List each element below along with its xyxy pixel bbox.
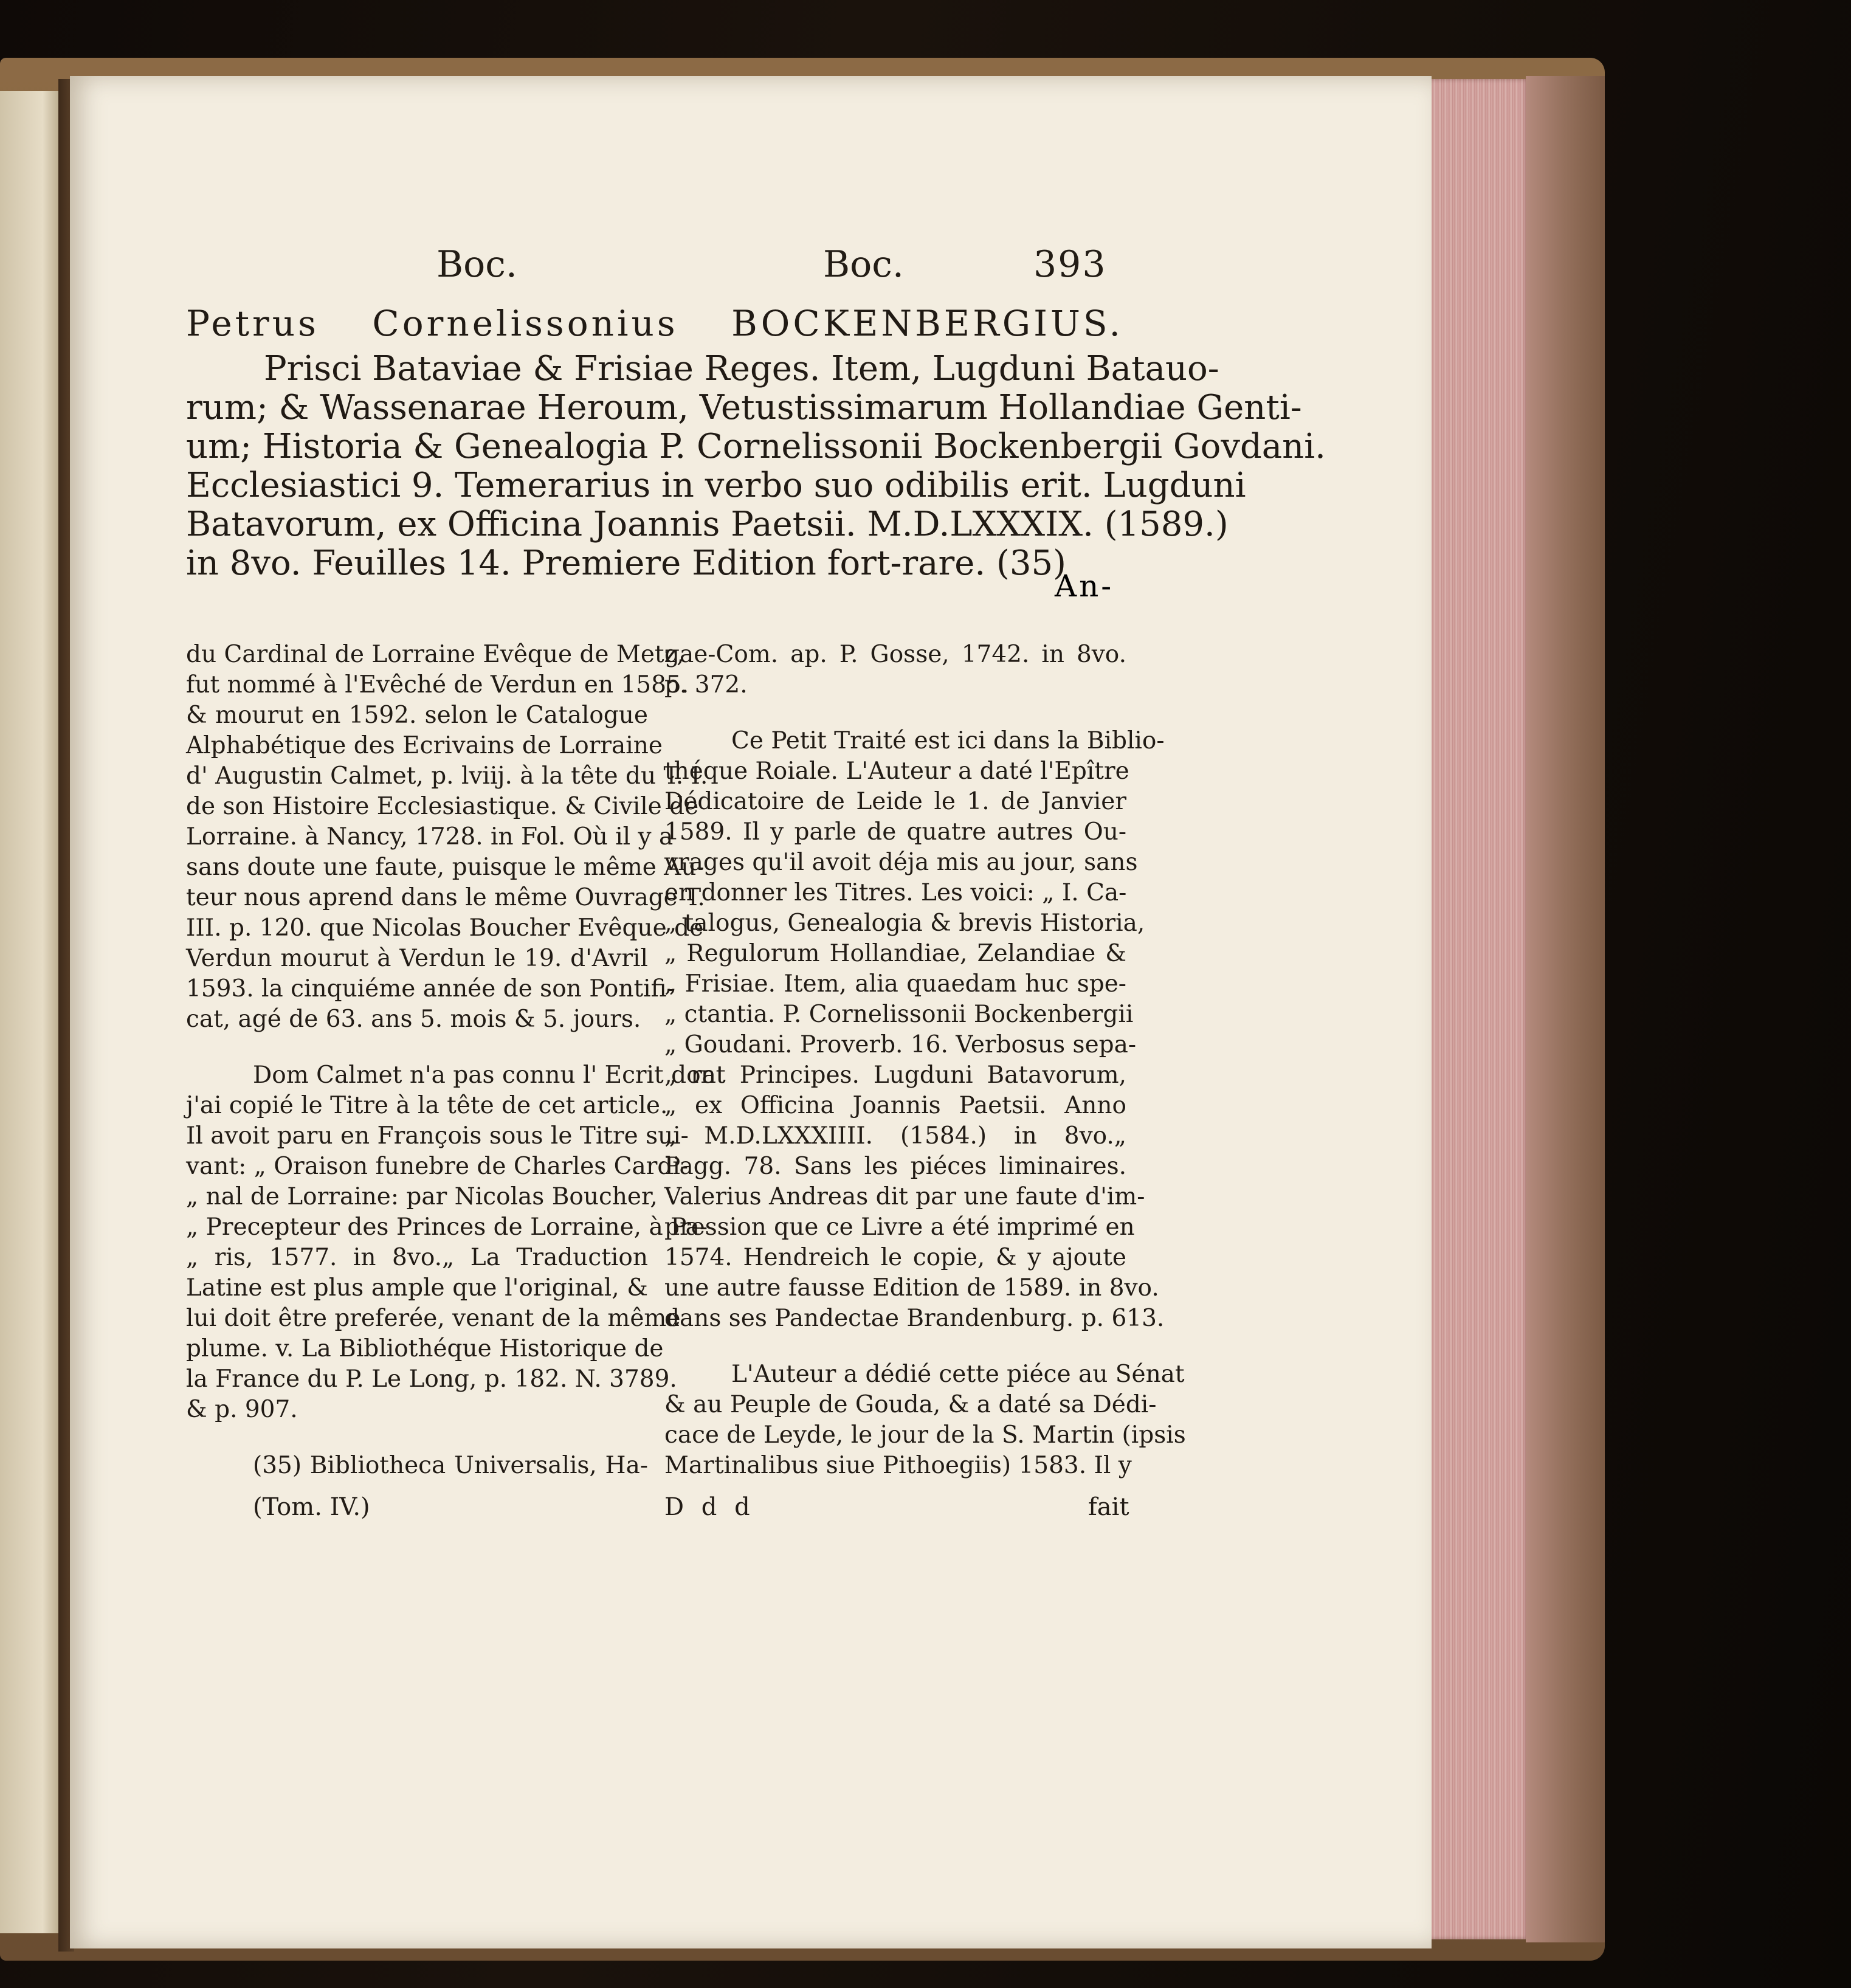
- page-fore-edge: [1425, 79, 1529, 1939]
- text-line: Dom Calmet n'a pas connu l' Ecrit dont: [253, 1061, 726, 1089]
- author-surname: BOCKENBERGIUS.: [731, 303, 1123, 344]
- text-line: Valerius Andreas dit par une faute d'im-: [664, 1183, 1145, 1210]
- signature-mark: D d d: [664, 1493, 755, 1521]
- text-line: & mourut en 1592. selon le Catalogue: [186, 702, 648, 729]
- text-line: Alphabétique des Ecrivains de Lorraine: [186, 732, 663, 759]
- title-line: Batavorum, ex Officina Joannis Paetsii. M.D.LXXXIX. (1589.): [186, 505, 1229, 544]
- text-line: „ Precepteur des Princes de Lorraine, à Pa-: [186, 1213, 708, 1241]
- text-line: lui doit être preferée, venant de la même: [186, 1305, 681, 1332]
- text-line: „ ris, 1577. in 8vo.„ La Traduction: [186, 1244, 648, 1271]
- text-line: „ ctantia. P. Cornelissonii Bockenbergii: [664, 1001, 1134, 1028]
- text-line: cat, agé de 63. ans 5. mois & 5. jours.: [186, 1006, 641, 1033]
- text-line: cace de Leyde, le jour de la S. Martin (ipsis: [664, 1421, 1186, 1449]
- text-line: p. 372.: [664, 671, 748, 699]
- text-line: Martinalibus siue Pithoegiis) 1583. Il y: [664, 1452, 1132, 1479]
- text-line: vant: „ Oraison funebre de Charles Cardi-: [186, 1153, 689, 1180]
- text-line: „ Regulorum Hollandiae, Zelandiae &: [664, 940, 1126, 967]
- text-line: 1593. la cinquiéme année de son Pontifi-: [186, 975, 675, 1003]
- author-patronymic: Cornelissonius: [372, 303, 678, 344]
- cover-edge: [1526, 76, 1605, 1942]
- text-line: Dédicatoire de Leide le 1. de Janvier: [664, 788, 1126, 815]
- text-line: teur nous aprend dans le même Ouvrage T.: [186, 884, 705, 911]
- text-line: „ Frisiae. Item, alia quaedam huc spe-: [664, 970, 1126, 998]
- text-line: Lorraine. à Nancy, 1728. in Fol. Où il y a: [186, 823, 674, 851]
- book-title-block: [186, 349, 1326, 583]
- text-line: „ ex Officina Joannis Paetsii. Anno: [664, 1092, 1126, 1119]
- page-number: 393: [1033, 243, 1107, 286]
- facing-page-edge: [0, 91, 61, 1933]
- text-line: en donner les Titres. Les voici: „ I. Ca-: [664, 879, 1127, 906]
- text-line: Il avoit paru en François sous le Titre sui-: [186, 1122, 689, 1150]
- text-line: pression que ce Livre a été imprimé en: [664, 1213, 1135, 1241]
- text-line: fut nommé à l'Evêché de Verdun en 1585.: [186, 671, 689, 699]
- text-line: 1589. Il y parle de quatre autres Ou-: [664, 818, 1126, 846]
- text-line: „ Goudani. Proverb. 16. Verbosus sepa-: [664, 1031, 1137, 1058]
- text-line: gae-Com. ap. P. Gosse, 1742. in 8vo.: [664, 641, 1126, 668]
- running-head-left: Boc.: [436, 243, 517, 286]
- text-line: „ M.D.LXXXIIII. (1584.) in 8vo.„: [664, 1122, 1126, 1150]
- catchword-top: An-: [1055, 568, 1114, 604]
- text-line: une autre fausse Edition de 1589. in 8vo.: [664, 1274, 1159, 1302]
- text-line: Verdun mourut à Verdun le 19. d'Avril: [186, 945, 648, 972]
- text-line: „ talogus, Genealogia & brevis Historia,: [664, 909, 1145, 937]
- text-line: Latine est plus ample que l'original, &: [186, 1274, 648, 1302]
- text-line: la France du P. Le Long, p. 182. N. 3789.: [186, 1365, 677, 1393]
- footnote: (35) Bibliotheca Universalis, Ha-: [253, 1452, 648, 1479]
- running-head-center: Boc.: [823, 243, 904, 286]
- text-line: & au Peuple de Gouda, & a daté sa Dédi-: [664, 1391, 1157, 1418]
- text-line: „ rat Principes. Lugduni Batavorum,: [664, 1061, 1126, 1089]
- title-line: rum; & Wassenarae Heroum, Vetustissimarum Hollandiae Genti-: [186, 388, 1302, 427]
- text-line: de son Histoire Ecclesiastique. & Civile de: [186, 793, 699, 820]
- text-line: & p. 907.: [186, 1396, 298, 1423]
- author-first-name: Petrus: [186, 303, 319, 344]
- text-line: sans doute une faute, puisque le même Au-: [186, 854, 705, 881]
- text-line: L'Auteur a dédié cette piéce au Sénat: [731, 1361, 1185, 1388]
- text-line: d' Augustin Calmet, p. lviij. à la tête du T. I.: [186, 762, 708, 790]
- text-line: du Cardinal de Lorraine Evêque de Metz,: [186, 641, 684, 668]
- text-line: plume. v. La Bibliothéque Historique de: [186, 1335, 664, 1362]
- title-line: um; Historia & Genealogia P. Cornelissonii Bockenbergii Govdani.: [186, 427, 1326, 466]
- catchword-bottom: fait: [1088, 1493, 1129, 1521]
- text-line: Ce Petit Traité est ici dans la Biblio-: [731, 727, 1165, 754]
- text-line: théque Roiale. L'Auteur a daté l'Epître: [664, 758, 1129, 785]
- text-line: dans ses Pandectae Brandenburg. p. 613.: [664, 1305, 1165, 1332]
- text-line: III. p. 120. que Nicolas Boucher Evêque de: [186, 914, 704, 942]
- text-line: Pagg. 78. Sans les piéces liminaires.: [664, 1153, 1126, 1180]
- text-line: vrages qu'il avoit déja mis au jour, sans: [664, 849, 1138, 876]
- volume-mark: (Tom. IV.): [253, 1493, 370, 1521]
- text-line: j'ai copié le Titre à la tête de cet article.: [186, 1092, 668, 1119]
- title-line: Ecclesiastici 9. Temerarius in verbo suo odibilis erit. Lugduni: [186, 466, 1246, 505]
- text-line: 1574. Hendreich le copie, & y ajoute: [664, 1244, 1126, 1271]
- title-line: in 8vo. Feuilles 14. Premiere Edition fort-rare. (35): [186, 544, 1066, 583]
- entry-heading: [186, 303, 1123, 344]
- text-line: „ nal de Lorraine: par Nicolas Boucher,: [186, 1183, 658, 1210]
- right-column: [664, 640, 1186, 1481]
- title-line: Prisci Bataviae & Frisiae Reges. Item, Lugduni Batauo-: [264, 349, 1219, 388]
